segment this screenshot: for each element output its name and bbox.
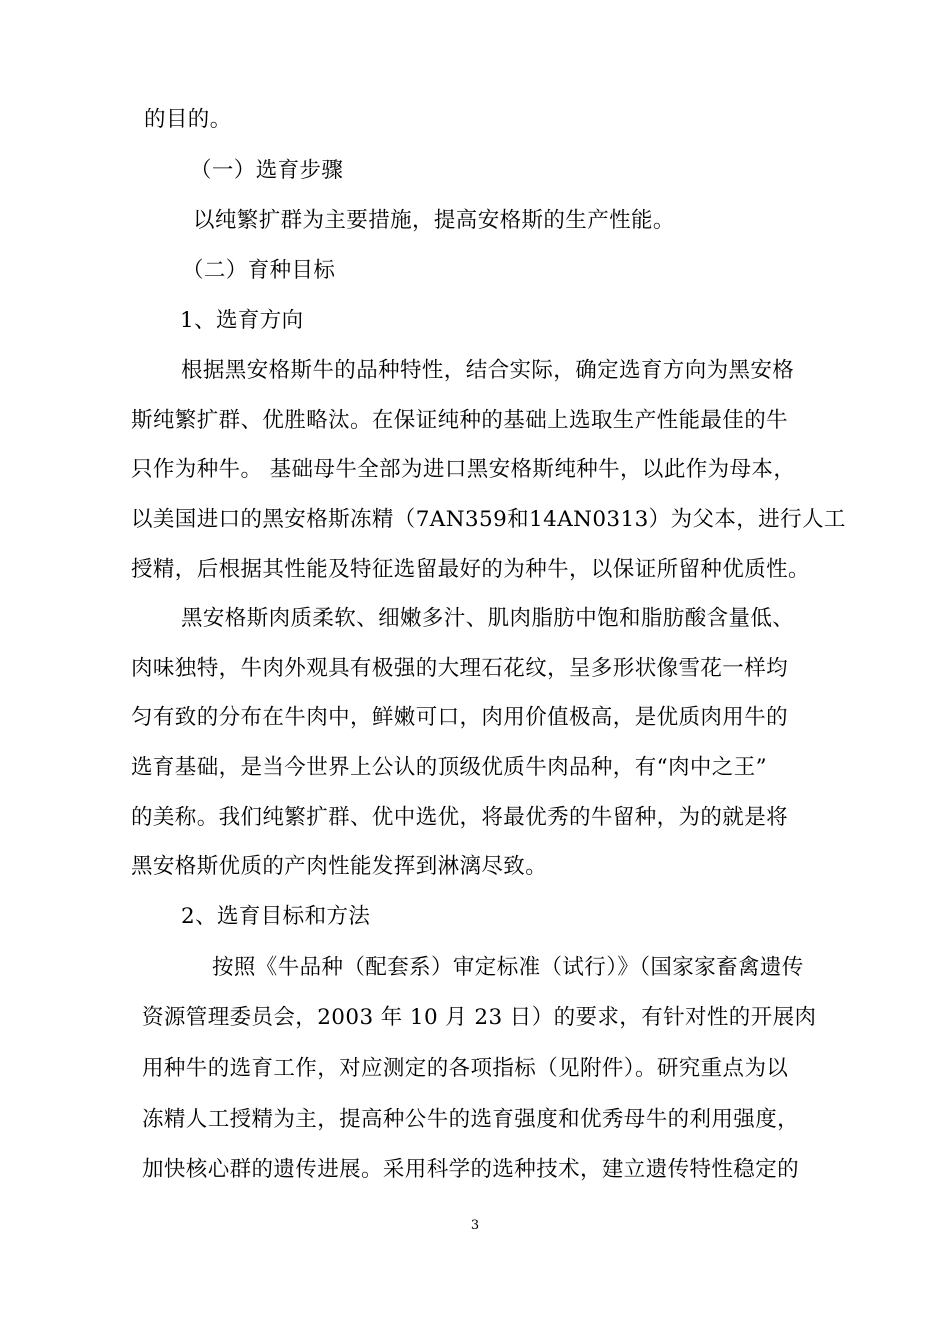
text-line-9: 以美国进口的黑安格斯冻精（7AN359和14AN0313）为父本，进行人工	[131, 507, 846, 532]
text-line-11: 黑安格斯肉质柔软、细嫩多汁、肌肉脂肪中饱和脂肪酸含量低、	[181, 606, 795, 631]
text-line-10: 授精，后根据其性能及特征选留最好的为种牛，以保证所留种优质性。	[131, 557, 810, 582]
text-line-20: 用种牛的选育工作，对应测定的各项指标（见附件）。研究重点为以	[142, 1056, 789, 1081]
text-line-22: 加快核心群的遗传进展。采用科学的选种技术，建立遗传特性稳定的	[142, 1157, 800, 1182]
text-line-1: 的目的。	[144, 107, 232, 132]
text-line-12: 肉味独特，牛肉外观具有极强的大理石花纹，呈多形状像雪花一样均	[131, 656, 789, 681]
text-line-7: 斯纯繁扩群、优胜略汰。在保证纯种的基础上选取生产性能最佳的牛	[131, 408, 789, 433]
subheading-breeding-goals: （二）育种目标	[182, 258, 336, 283]
text-line-3: 以纯繁扩群为主要措施，提高安格斯的生产性能。	[193, 208, 675, 233]
text-line-15: 的美称。我们纯繁扩群、优中选优，将最优秀的牛留种，为的就是将	[131, 805, 789, 830]
text-line-6: 根据黑安格斯牛的品种特性，结合实际，确定选育方向为黑安格	[181, 358, 795, 383]
subheading-goals-and-methods: 2、选育目标和方法	[181, 904, 371, 929]
subheading-selection-steps: （一）选育步骤	[190, 158, 344, 183]
text-line-16: 黑安格斯优质的产肉性能发挥到淋漓尽致。	[131, 854, 548, 879]
text-line-13: 匀有致的分布在牛肉中，鲜嫩可口，肉用价值极高，是优质肉用牛的	[131, 705, 789, 730]
text-line-21: 冻精人工授精为主，提高种公牛的选育强度和优秀母牛的利用强度，	[142, 1107, 800, 1132]
text-line-18: 按照《牛品种（配套系）审定标准（试行）》（国家家畜禽遗传	[212, 955, 804, 980]
text-line-19: 资源管理委员会，2003 年 10 月 23 日）的要求，有针对性的开展肉	[142, 1005, 817, 1030]
page-number: 3	[470, 1218, 480, 1233]
text-line-14: 选育基础，是当今世界上公认的顶级优质牛肉品种，有“肉中之王”	[131, 755, 767, 780]
subheading-selection-direction: 1、选育方向	[180, 308, 304, 333]
text-line-8: 只作为种牛。 基础母牛全部为进口黑安格斯纯种牛，以此作为母本，	[131, 457, 796, 482]
